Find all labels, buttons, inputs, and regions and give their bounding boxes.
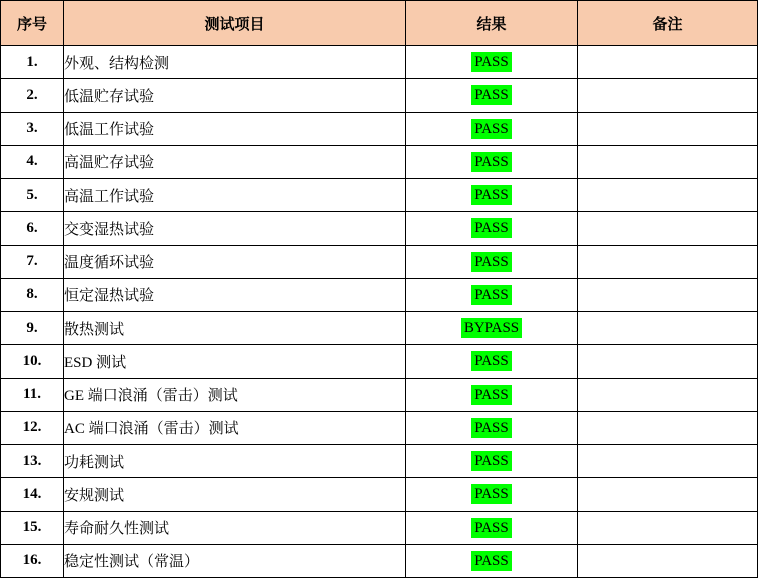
remark-cell — [578, 478, 758, 511]
table-row — [1, 278, 758, 311]
remark-cell — [578, 145, 758, 178]
remark-cell — [578, 511, 758, 544]
test-item-cell: 稳定性测试（常温） — [64, 544, 406, 577]
result-cell — [406, 245, 578, 278]
result-cell — [406, 212, 578, 245]
result-cell — [406, 478, 578, 511]
test-item-cell: 高温贮存试验 — [64, 145, 406, 178]
result-cell — [406, 511, 578, 544]
row-number-cell: 4. — [1, 145, 64, 178]
result-cell — [406, 378, 578, 411]
row-number-cell: 12. — [1, 411, 64, 444]
result-cell — [406, 312, 578, 345]
table-row — [1, 112, 758, 145]
remark-cell — [578, 46, 758, 79]
remark-cell — [578, 179, 758, 212]
remark-cell — [578, 544, 758, 577]
test-item-cell: GE 端口浪涌（雷击）测试 — [64, 378, 406, 411]
result-cell — [406, 112, 578, 145]
row-number-cell: 1. — [1, 46, 64, 79]
remark-cell — [578, 411, 758, 444]
test-item-cell: 温度循环试验 — [64, 245, 406, 278]
table-row — [1, 411, 758, 444]
result-badge: PASS — [471, 518, 511, 538]
result-badge: PASS — [471, 451, 511, 471]
table-row — [1, 212, 758, 245]
remark-cell — [578, 278, 758, 311]
test-item-cell: 外观、结构检测 — [64, 46, 406, 79]
table-row — [1, 478, 758, 511]
remark-cell — [578, 112, 758, 145]
result-cell — [406, 278, 578, 311]
remark-cell — [578, 378, 758, 411]
result-badge: PASS — [471, 351, 511, 371]
test-item-cell: 功耗测试 — [64, 445, 406, 478]
row-number-cell: 10. — [1, 345, 64, 378]
result-cell — [406, 445, 578, 478]
table-row — [1, 79, 758, 112]
result-cell — [406, 345, 578, 378]
result-badge: PASS — [471, 252, 511, 272]
result-cell — [406, 145, 578, 178]
result-badge: PASS — [471, 484, 511, 504]
header-row — [1, 1, 758, 46]
row-number-cell: 2. — [1, 79, 64, 112]
table-row — [1, 511, 758, 544]
row-number-cell: 7. — [1, 245, 64, 278]
remark-cell — [578, 212, 758, 245]
row-number-cell: 9. — [1, 312, 64, 345]
test-item-cell: 高温工作试验 — [64, 179, 406, 212]
result-cell — [406, 544, 578, 577]
row-number-cell: 11. — [1, 378, 64, 411]
result-cell — [406, 79, 578, 112]
table-row — [1, 46, 758, 79]
result-badge: PASS — [471, 52, 511, 72]
row-number-cell: 6. — [1, 212, 64, 245]
col-header-remark: 备注 — [578, 1, 758, 46]
test-item-cell: 恒定湿热试验 — [64, 278, 406, 311]
test-item-cell: 散热测试 — [64, 312, 406, 345]
test-item-cell: 低温工作试验 — [64, 112, 406, 145]
result-badge: PASS — [471, 551, 511, 571]
remark-cell — [578, 312, 758, 345]
row-number-cell: 15. — [1, 511, 64, 544]
result-badge: PASS — [471, 218, 511, 238]
col-header-result: 结果 — [406, 1, 578, 46]
result-badge: PASS — [471, 418, 511, 438]
test-item-cell: 寿命耐久性测试 — [64, 511, 406, 544]
test-item-cell: 交变湿热试验 — [64, 212, 406, 245]
row-number-cell: 14. — [1, 478, 64, 511]
col-header-item: 测试项目 — [64, 1, 406, 46]
result-badge: PASS — [471, 152, 511, 172]
table-row — [1, 145, 758, 178]
test-item-cell: ESD 测试 — [64, 345, 406, 378]
result-cell — [406, 46, 578, 79]
row-number-cell: 3. — [1, 112, 64, 145]
table-row — [1, 445, 758, 478]
remark-cell — [578, 445, 758, 478]
row-number-cell: 5. — [1, 179, 64, 212]
result-badge: PASS — [471, 85, 511, 105]
result-cell — [406, 179, 578, 212]
row-number-cell: 16. — [1, 544, 64, 577]
row-number-cell: 13. — [1, 445, 64, 478]
table-row — [1, 378, 758, 411]
result-cell — [406, 411, 578, 444]
remark-cell — [578, 79, 758, 112]
table-row — [1, 345, 758, 378]
table-row — [1, 245, 758, 278]
test-item-cell: 低温贮存试验 — [64, 79, 406, 112]
table-row — [1, 179, 758, 212]
col-header-no: 序号 — [1, 1, 64, 46]
table-header — [1, 1, 758, 46]
remark-cell — [578, 345, 758, 378]
result-badge: PASS — [471, 385, 511, 405]
result-badge: BYPASS — [461, 318, 522, 338]
test-item-cell: 安规测试 — [64, 478, 406, 511]
result-badge: PASS — [471, 119, 511, 139]
table-body — [1, 46, 758, 578]
table-row — [1, 312, 758, 345]
test-item-cell: AC 端口浪涌（雷击）测试 — [64, 411, 406, 444]
table-row — [1, 544, 758, 577]
result-badge: PASS — [471, 185, 511, 205]
result-badge: PASS — [471, 285, 511, 305]
remark-cell — [578, 245, 758, 278]
row-number-cell: 8. — [1, 278, 64, 311]
